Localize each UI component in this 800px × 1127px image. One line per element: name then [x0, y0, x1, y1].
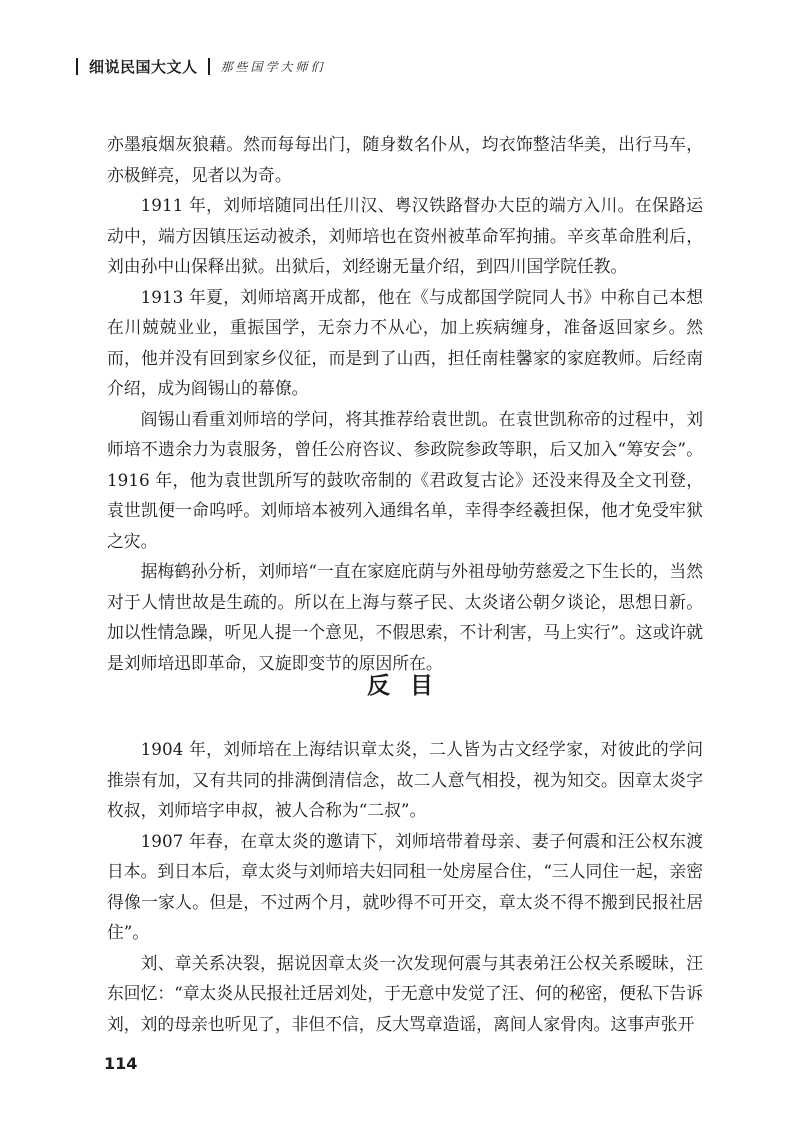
- paragraph: 亦墨痕烟灰狼藉。然而每每出门，随身数名仆从，均衣饰整洁华美，出行马车，亦极鲜亮，见者以为奇。: [107, 134, 703, 185]
- section-heading: 反目: [367, 673, 453, 699]
- text-block-section: [107, 734, 703, 1039]
- paragraph: 1913 年夏，刘师培离开成都，他在《与成都国学院同人书》中称自己本想在川兢兢业业，重振国学，无奈力不从心，加上疾病缠身，准备返回家乡。然而，他并没有回到家乡仪征，而是到了山西，担任南桂馨家的家庭教师。后经南介绍，成为阎锡山的幕僚。: [107, 286, 703, 398]
- text-block-intro: [107, 129, 703, 678]
- page-number: 114: [104, 1054, 138, 1073]
- paragraph: 1907 年春，在章太炎的邀请下，刘师培带着母亲、妻子何震和汪公权东渡日本。到日本后，章太炎与刘师培夫妇同租一处房屋合住，“三人同住一起，亲密得像一家人。但是，不过两个月，就吵得不可开交，章太炎不得不搬到民报社居住”。: [107, 830, 703, 942]
- running-header: [76, 54, 326, 78]
- series-title: 那些国学大师们: [220, 59, 326, 74]
- header-divider: [76, 58, 78, 75]
- paragraph: 1911 年，刘师培随同出任川汉、粤汉铁路督办大臣的端方入川。在保路运动中，端方因镇压运动被杀，刘师培也在资州被革命军拘捕。辛亥革命胜利后，刘由孙中山保释出狱。出狱后，刘经谢无量介绍，到四川国学院任教。: [107, 195, 703, 276]
- book-title: 细说民国大文人: [89, 57, 198, 76]
- paragraph: 刘、章关系决裂，据说因章太炎一次发现何震与其表弟汪公权关系暧昧，汪东回忆：“章太炎从民报社迁居刘处，于无意中发觉了汪、何的秘密，便私下告诉刘，刘的母亲也听见了，非但不信，反大骂章造谣，离间人家骨肉。这事声张开: [107, 952, 703, 1034]
- paragraph: 阎锡山看重刘师培的学问，将其推荐给袁世凯。在袁世凯称帝的过程中，刘师培不遗余力为袁服务，曾任公府咨议、参政院参政等职，后又加入“筹安会”。1916 年，他为袁世凯所写的鼓吹帝制的《君政复古论》还没来得及全文刊登，袁世凯便一命呜呼。刘师培本被列入通缉名单，幸得李经羲担保，他才免受牢狱之灾。: [107, 408, 703, 551]
- header-divider: [208, 58, 210, 75]
- paragraph: 据梅鹤孙分析，刘师培“一直在家庭庇荫与外祖母劬劳慈爱之下生长的，当然对于人情世故是生疏的。所以在上海与蔡孑民、太炎诸公朝夕谈论，思想日新。加以性情急躁，听见人提一个意见，不假思索，不计利害，马上实行”。这或许就是刘师培迅即革命，又旋即变节的原因所在。: [107, 561, 703, 673]
- paragraph: 1904 年，刘师培在上海结识章太炎，二人皆为古文经学家，对彼此的学问推崇有加，又有共同的排满倒清信念，故二人意气相投，视为知交。因章太炎字枚叔，刘师培字申叔，被人合称为“二叔”。: [107, 739, 703, 820]
